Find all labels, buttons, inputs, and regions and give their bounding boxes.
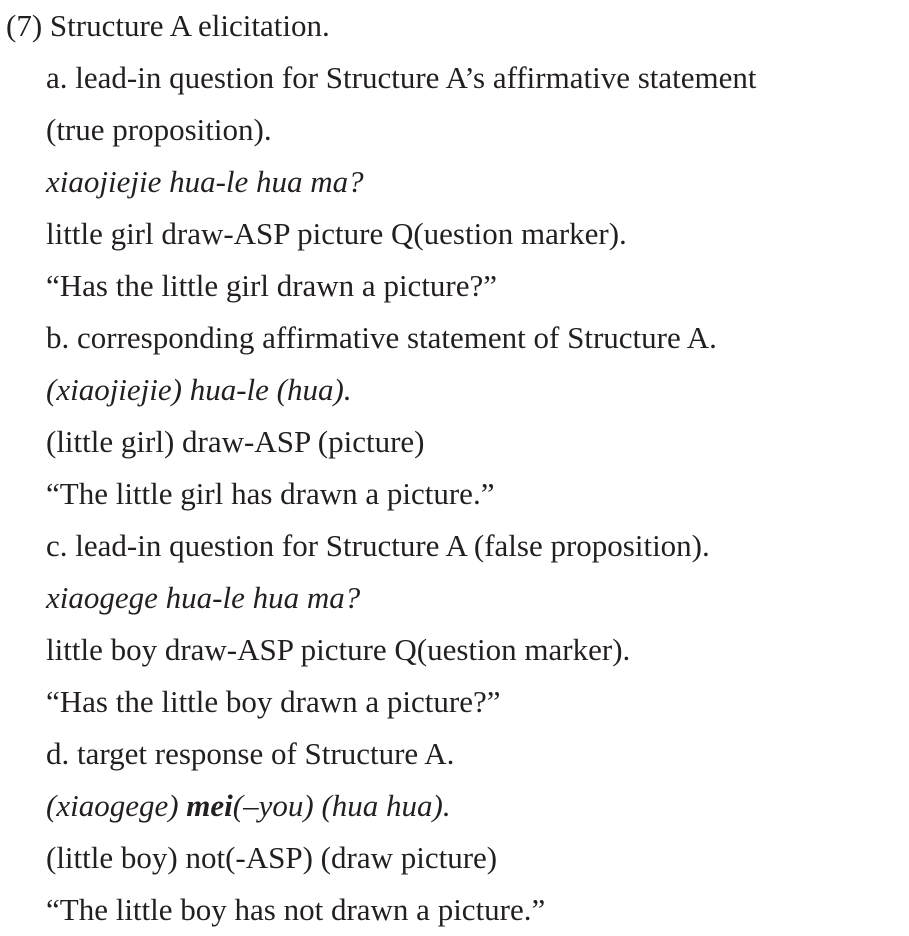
item-a-label-continued: (true proposition).	[46, 112, 272, 147]
item-c-translation: “Has the little boy drawn a picture?”	[46, 684, 501, 719]
item-d-translation: “The little boy has not drawn a picture.”	[46, 892, 546, 927]
item-b-gloss: (little girl) draw-ASP (picture)	[46, 424, 425, 459]
item-a-translation: “Has the little girl drawn a picture?”	[46, 268, 498, 303]
item-c-pinyin: xiaogege hua-le hua ma?	[46, 580, 361, 615]
item-d-pinyin-rest: (–you) (hua hua).	[232, 788, 451, 823]
item-c-gloss: little boy draw-ASP picture Q(uestion marker).	[46, 632, 631, 667]
item-b-translation: “The little girl has drawn a picture.”	[46, 476, 495, 511]
item-d-pinyin	[46, 786, 451, 826]
item-d-pinyin-subject: (xiaogege)	[46, 788, 187, 823]
item-b-label: b. corresponding affirmative statement of Structure A.	[46, 320, 717, 355]
item-b-pinyin: (xiaojiejie) hua-le (hua).	[46, 372, 352, 407]
item-d-label: d. target response of Structure A.	[46, 736, 455, 771]
item-d-gloss: (little boy) not(-ASP) (draw picture)	[46, 840, 498, 875]
item-a-label: a. lead-in question for Structure A’s affirmative statement	[46, 60, 757, 95]
item-d-pinyin-negator: mei	[186, 788, 233, 823]
example-heading: (7) Structure A elicitation.	[6, 8, 330, 43]
item-a-pinyin: xiaojiejie hua-le hua ma?	[46, 164, 364, 199]
item-a-gloss: little girl draw-ASP picture Q(uestion marker).	[46, 216, 627, 251]
item-c-label: c. lead-in question for Structure A (false proposition).	[46, 528, 710, 563]
